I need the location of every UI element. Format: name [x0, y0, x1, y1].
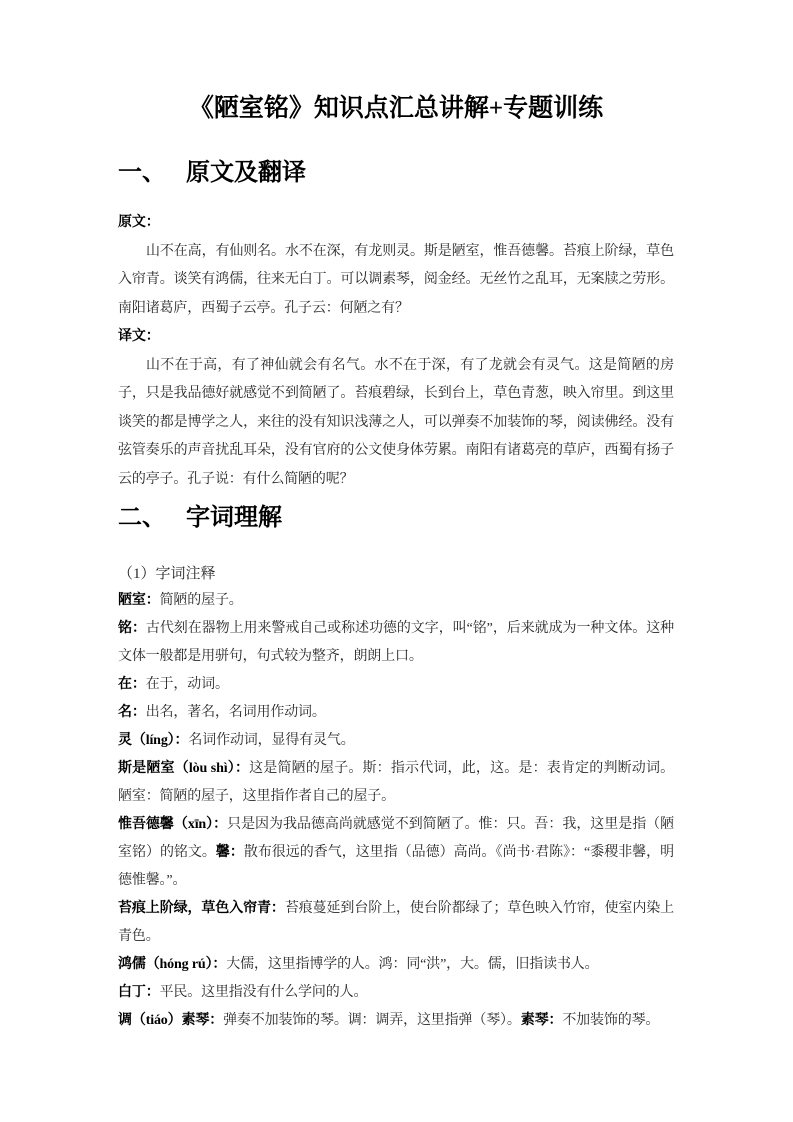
word-note-definition: 平民。这里指没有什么学问的人。	[159, 985, 368, 1000]
word-note-definition: 大儒，这里指博学的人。鸿：同“洪”，大。儒，旧指读书人。	[226, 957, 599, 972]
word-note-definition: 在于，动词。	[145, 677, 229, 692]
word-note-definition: 简陋的屋子。	[159, 593, 243, 608]
word-note-term: 灵（líng）：	[118, 733, 189, 748]
word-note-definition: 名词作动词，显得有灵气。	[188, 733, 355, 748]
word-note-definition: 古代刻在器物上用来警戒自己或称述功德的文字，叫“铭”，后来就成为一种文体。这种文体一般都是用骈句，句式较为整齐，朗朗上口。	[118, 621, 674, 664]
word-note-entry	[118, 727, 674, 755]
word-note-term: 陋室：	[118, 593, 160, 608]
word-note-term: 在：	[118, 677, 146, 692]
word-note-entry	[118, 671, 674, 699]
section-2-title: 字词理解	[186, 505, 282, 531]
word-note-term: 铭：	[118, 621, 146, 636]
word-note-definition: 这是简陋的屋子。斯：指示代词，此，这。是：表肯定的判断动词。陋室：简陋的屋子，这里指作者自己的屋子。	[118, 761, 675, 804]
word-note-term: 鸿儒（hóng rú）：	[118, 957, 227, 972]
original-text-label: 原文：	[118, 215, 160, 230]
section-1-title: 原文及翻译	[186, 160, 306, 186]
word-note-definition: 弹奏不加装饰的琴。调：调弄，这里指弹（琴）。	[223, 1013, 521, 1028]
word-note-definition: 出名，著名，名词用作动词。	[145, 705, 326, 720]
word-note-entry	[118, 1007, 674, 1035]
word-note-entry	[118, 755, 674, 811]
word-note-entry	[118, 895, 674, 951]
word-note-definition: 散布很远的香气，这里指（品德）高尚。《尚书·君陈》：“黍稷非馨，明德惟馨。”。	[118, 845, 674, 888]
word-note-entry	[118, 615, 674, 671]
word-note-term: 馨：	[215, 845, 244, 860]
subsection-heading-word-notes: （1）字词注释	[118, 566, 216, 582]
section-original-and-translation	[118, 157, 674, 494]
section-word-understanding	[118, 502, 674, 1035]
word-note-entry	[118, 951, 674, 979]
translation-label: 译文：	[118, 329, 160, 344]
word-note-term: 苔痕上阶绿，草色入帘青：	[118, 901, 285, 916]
original-text: 山不在高，有仙则名。水不在深，有龙则灵。斯是陋室，惟吾德馨。苔痕上阶绿，草色入帘青。谈笑有鸿儒，往来无白丁。可以调素琴，阅金经。无丝竹之乱耳，无案牍之劳形。南阳诸葛庐，西蜀子云亭。孔子云：何陋之有？	[118, 243, 674, 316]
section-1-heading	[118, 157, 674, 190]
word-notes-list	[118, 587, 674, 1035]
word-note-term: 名：	[118, 705, 146, 720]
word-note-entry	[118, 811, 674, 895]
word-note-term: 白丁：	[118, 985, 160, 1000]
word-note-term: 素琴：	[520, 1013, 563, 1028]
word-note-entry	[118, 979, 674, 1007]
document-title: 《陋室铭》知识点汇总讲解+专题训练	[188, 95, 604, 122]
word-note-entry	[118, 587, 674, 615]
word-note-term: 调（tiáo）素琴：	[118, 1013, 224, 1028]
word-note-definition: 苔痕蔓延到台阶上，使台阶都绿了；草色映入竹帘，使室内染上青色。	[118, 901, 674, 944]
word-note-definition: 不加装饰的琴。	[562, 1013, 660, 1028]
word-note-entry	[118, 699, 674, 727]
section-2-number: 二、	[118, 505, 166, 531]
word-note-definition: 只是因为我品德高尚就感觉不到简陋了。惟：只。吾：我，这里是指（陋室铭）的铭文。	[118, 817, 674, 860]
translation-text: 山不在于高，有了神仙就会有名气。水不在于深，有了龙就会有灵气。这是简陋的房子，只是我品德好就感觉不到简陋了。苔痕碧绿，长到台上，草色青葱，映入帘里。到这里谈笑的都是博学之人，来往的没有知识浅薄之人，可以弹奏不加装饰的琴，阅读佛经。没有弦管奏乐的声音扰乱耳朵，没有官府的公文使身体劳累。南阳有诸葛亮的草庐，西蜀有扬子云的亭子。孔子说：有什么简陋的呢？	[118, 357, 674, 487]
section-1-number: 一、	[118, 160, 166, 186]
word-note-term: 惟吾德馨（xīn）：	[118, 817, 228, 832]
word-note-term: 斯是陋室（lòu shì）：	[118, 761, 250, 776]
section-2-heading	[118, 502, 674, 535]
